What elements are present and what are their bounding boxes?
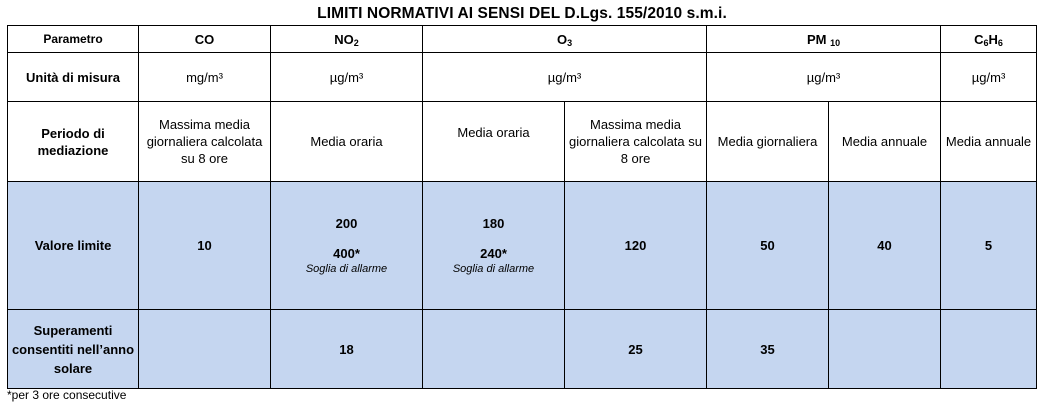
- limit-o3-8h: 120: [565, 182, 707, 310]
- period-no2: Media oraria: [271, 102, 423, 182]
- limits-table: [7, 25, 1037, 389]
- period-c6h6: Media annuale: [941, 102, 1037, 182]
- limit-no2-alarm-note: Soglia di allarme: [305, 262, 388, 275]
- limit-o3-alarm-note: Soglia di allarme: [452, 262, 535, 275]
- exceed-pm10-daily: 35: [707, 310, 829, 389]
- header-o3: $O_3$: [423, 26, 707, 53]
- period-row: [8, 102, 1037, 182]
- footnote: *per 3 ore consecutive: [7, 388, 127, 402]
- exceed-c6h6: [941, 310, 1037, 389]
- table-title: LIMITI NORMATIVI AI SENSI DEL D.Lgs. 155/2010 s.m.i.: [317, 5, 727, 22]
- exceed-pm10-annual: [829, 310, 941, 389]
- limit-o3-alarm: 240*: [480, 245, 507, 261]
- period-co: Massima media giornaliera calcolata su 8 ore: [139, 102, 271, 182]
- limit-pm10-annual: 40: [829, 182, 941, 310]
- units-label: Unità di misura: [8, 53, 139, 102]
- units-o3: µg/m³: [423, 53, 707, 102]
- limit-no2-alarm: 400*: [333, 245, 360, 261]
- limit-o3: [423, 182, 565, 310]
- exceed-o3-8h: 25: [565, 310, 707, 389]
- units-co: mg/m³: [139, 53, 271, 102]
- header-pm10: PM $_{10}$: [707, 26, 941, 53]
- limit-o3-value: 180: [482, 215, 505, 231]
- limit-label: Valore limite: [8, 182, 139, 310]
- limit-c6h6: 5: [941, 182, 1037, 310]
- units-pm10: µg/m³: [707, 53, 941, 102]
- header-no2: $NO_2$: [271, 26, 423, 53]
- exceed-label: Superamenti consentiti nell’anno solare: [8, 310, 139, 389]
- period-o3-hourly: Media oraria: [423, 102, 565, 182]
- exceed-row: [8, 310, 1037, 389]
- period-pm10-daily: Media giornaliera: [707, 102, 829, 182]
- limit-pm10-daily: 50: [707, 182, 829, 310]
- header-row: [8, 26, 1037, 53]
- limit-no2-value: 200: [335, 215, 358, 231]
- units-no2: µg/m³: [271, 53, 423, 102]
- header-co: CO: [139, 26, 271, 53]
- limit-co: 10: [139, 182, 271, 310]
- header-parameter-label: Parametro: [8, 26, 139, 53]
- period-o3-8h: Massima media giornaliera calcolata su 8 ore: [565, 102, 707, 182]
- period-label: Periodo di mediazione: [8, 102, 139, 182]
- units-row: [8, 53, 1037, 102]
- period-pm10-annual: Media annuale: [829, 102, 941, 182]
- exceed-co: [139, 310, 271, 389]
- exceed-o3-hourly: [423, 310, 565, 389]
- exceed-no2: 18: [271, 310, 423, 389]
- header-c6h6: $C_6H_6$: [941, 26, 1037, 53]
- units-c6h6: µg/m³: [941, 53, 1037, 102]
- limit-row: [8, 182, 1037, 310]
- limit-no2: [271, 182, 423, 310]
